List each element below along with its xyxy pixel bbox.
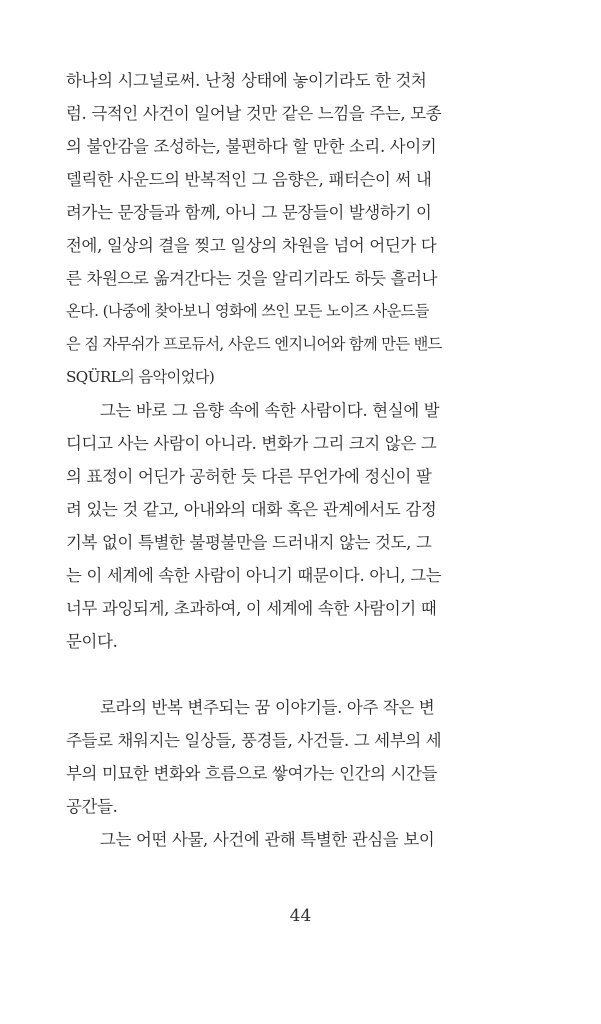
page-number: 44	[289, 906, 312, 926]
text-line: 려 있는 것 같고, 아내와의 대화 혹은 관계에서도 감정	[66, 500, 437, 519]
text-line: 너무 과잉되게, 초과하여, 이 세계에 속한 사람이기 때	[66, 599, 437, 618]
text-line: 디디고 사는 사람이 아니라. 변화가 그리 크지 않은 그	[66, 434, 437, 453]
text-line: 온다. (나중에 찾아보니 영화에 쓰인 모든 노이즈 사운드들	[66, 302, 429, 320]
text-line: 기복 없이 특별한 불평불만을 드러내지 않는 것도, 그	[66, 533, 432, 552]
text-line: 려가는 문장들과 함께, 아니 그 문장들이 발생하기 이	[66, 203, 432, 222]
body-text	[66, 64, 536, 856]
text-line: 럼. 극적인 사건이 일어날 것만 같은 느낌을 주는, 모종	[66, 104, 442, 123]
text-line: SQÜRL의 음악이었다)	[66, 368, 215, 386]
text-line: 의 불안감을 조성하는, 불편하다 할 만한 소리. 사이키	[66, 137, 437, 156]
text-line: 하나의 시그널로써. 난청 상태에 놓이기라도 한 것처	[66, 71, 427, 90]
text-line: 주들로 채워지는 일상들, 풍경들, 사건들. 그 세부의 세	[66, 731, 442, 750]
text-line: 부의 미묘한 변화와 흐름으로 쌓여가는 인간의 시간들	[66, 764, 438, 783]
text-line: 공간들.	[66, 797, 118, 816]
text-line: 로라의 반복 변주되는 꿈 이야기들. 아주 작은 변	[100, 698, 435, 717]
text-line: 델릭한 사운드의 반복적인 그 음향은, 패터슨이 써 내	[66, 170, 432, 189]
text-line: 그는 어떤 사물, 사건에 관해 특별한 관심을 보이	[100, 830, 435, 849]
text-line: 문이다.	[66, 632, 118, 651]
text-line: 그는 바로 그 음향 속에 속한 사람이다. 현실에 발	[100, 401, 440, 420]
text-line: 른 차원으로 옮겨간다는 것을 알리기라도 하듯 흘러나	[66, 269, 438, 288]
paragraph-gap	[66, 658, 536, 691]
text-line: 의 표정이 어딘가 공허한 듯 다른 무언가에 정신이 팔	[66, 467, 432, 486]
text-line: 전에, 일상의 결을 찢고 일상의 차원을 넘어 어딘가 다	[66, 236, 437, 255]
text-line: 은 짐 자무쉬가 프로듀서, 사운드 엔지니어와 함께 만든 밴드	[66, 335, 442, 353]
text-line: 는 이 세계에 속한 사람이 아니기 때문이다. 아니, 그는	[66, 566, 442, 585]
